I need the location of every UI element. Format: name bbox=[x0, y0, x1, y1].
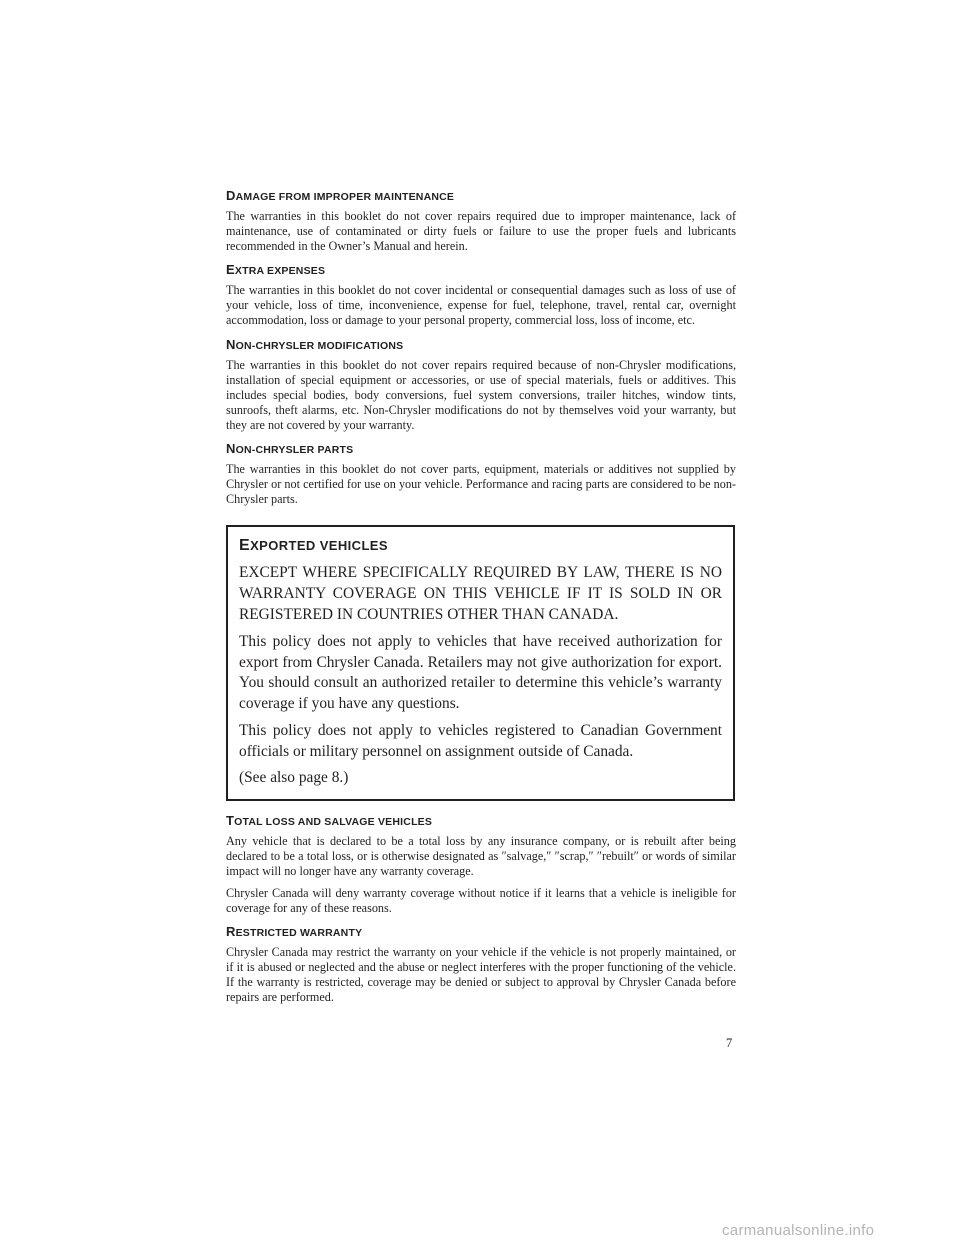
section-heading: NON-CHRYSLER PARTS bbox=[226, 441, 354, 457]
section-heading: DAMAGE FROM IMPROPER MAINTENANCE bbox=[226, 188, 455, 203]
section-paragraph: Chrysler Canada will deny warranty coverage without notice if it learns that a vehicle is ineligible for coverage for any of these reasons. bbox=[226, 885, 736, 915]
page-number: 7 bbox=[726, 1036, 733, 1050]
section-non-chrysler-modifications bbox=[226, 336, 736, 433]
section-heading: EXTRA EXPENSES bbox=[226, 262, 326, 278]
section-restricted-warranty bbox=[226, 923, 736, 1005]
section-paragraph: The warranties in this booklet do not cover repairs required because of non-Chrysler modifications, installation of special equipment or accessories, or use of special materials, fuels or additives. This includes special bodies, body conversions, fuel system conversions, trailer hitches, window tints, sunroofs, theft alarms, etc. Non-Chrysler modifications do not by themselves void your warranty, but they are not covered by your warranty. bbox=[226, 357, 736, 432]
box-paragraph-export-authorization: This policy does not apply to vehicles that have received authorization for export from Chrysler Canada. Retailers may not give authorization for export. You should consult an authorized retailer to determine this vehicle’s warranty coverage if you have any questions. bbox=[239, 632, 722, 713]
section-non-chrysler-parts bbox=[226, 443, 736, 507]
box-paragraph-notice: EXCEPT WHERE SPECIFICALLY REQUIRED BY LAW, THERE IS NO WARRANTY COVERAGE ON THIS VEHICLE IF IT IS SOLD IN OR REGISTERED IN COUNTRIES OTHER THAN CANADA. bbox=[239, 564, 722, 623]
box-heading: EXPORTED VEHICLES bbox=[239, 537, 388, 555]
section-paragraph: Chrysler Canada may restrict the warranty on your vehicle if the vehicle is not properly maintained, or if it is abused or neglected and the abuse or neglect interferes with the proper functioning of the vehicle. If the warranty is restricted, coverage may be denied or subject to approval by Chrysler Canada before repairs are performed. bbox=[226, 944, 736, 1005]
page-content bbox=[226, 190, 736, 1015]
section-total-loss-and-salvage-vehicles bbox=[226, 815, 736, 915]
box-paragraph-government-officials: This policy does not apply to vehicles registered to Canadian Government officials or military personnel on assignment outside of Canada. bbox=[239, 721, 722, 760]
section-extra-expenses bbox=[226, 264, 736, 328]
exported-vehicles-box bbox=[226, 525, 735, 801]
box-paragraph-see-also: (See also page 8.) bbox=[239, 769, 349, 787]
section-damage-from-improper-maintenance bbox=[226, 190, 736, 254]
watermark: carmanualsonline.info bbox=[722, 1222, 875, 1239]
section-paragraph: The warranties in this booklet do not cover parts, equipment, materials or additives not supplied by Chrysler or not certified for use on your vehicle. Performance and racing parts are considered to be non-Chrysler parts. bbox=[226, 462, 736, 507]
section-paragraph: Any vehicle that is declared to be a total loss by any insurance company, or is rebuilt after being declared to be a total loss, or is otherwise designated as ″salvage,″ ″scrap,″ ″rebuilt″ or words of similar impact will no longer have any warranty coverage. bbox=[226, 834, 736, 879]
section-paragraph: The warranties in this booklet do not cover incidental or consequential damages such as loss of use of your vehicle, loss of time, inconvenience, expense for fuel, telephone, travel, rental car, overnight accommodation, loss or damage to your personal property, commercial loss, loss of income, etc. bbox=[226, 283, 736, 328]
section-heading: NON-CHRYSLER MODIFICATIONS bbox=[226, 336, 404, 352]
section-heading: RESTRICTED WARRANTY bbox=[226, 923, 363, 939]
section-heading: TOTAL LOSS AND SALVAGE VEHICLES bbox=[226, 813, 433, 829]
section-paragraph: The warranties in this booklet do not cover repairs required due to improper maintenance, lack of maintenance, use of contaminated or dirty fuels or failure to use the proper fuels and lubricants recommended in the Owner’s Manual and herein. bbox=[226, 209, 736, 254]
